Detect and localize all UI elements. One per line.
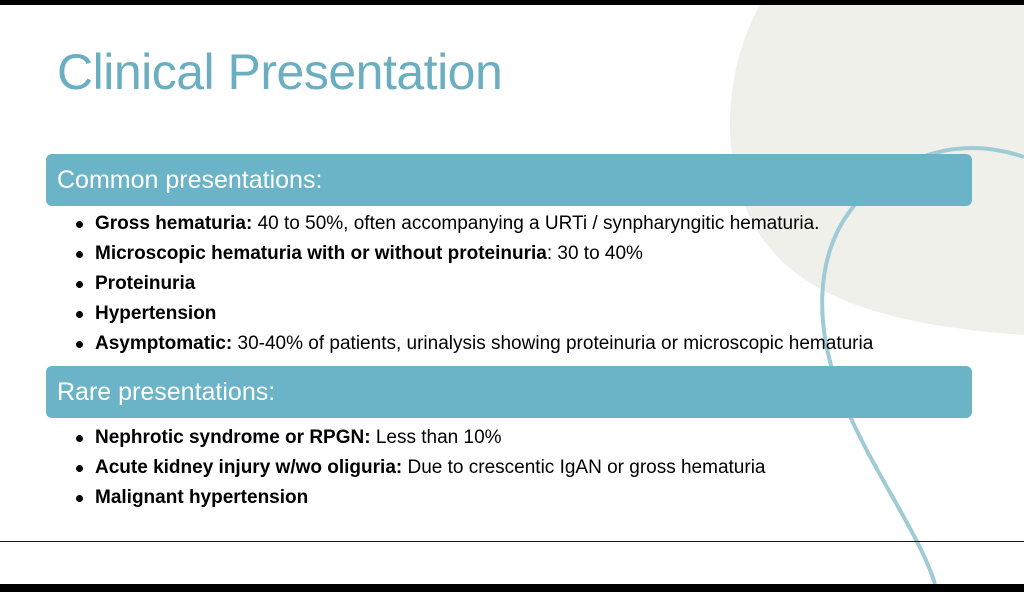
list-item — [74, 239, 974, 269]
common-presentations-heading: Common presentations: — [46, 154, 972, 206]
list-item — [74, 329, 974, 359]
bullet-icon — [76, 251, 83, 258]
item-label: Hypertension — [95, 303, 217, 324]
bullet-icon — [76, 341, 83, 348]
list-item — [74, 269, 974, 299]
item-text: Due to crescentic IgAN or gross hematuria — [402, 457, 766, 478]
rare-presentations-list — [74, 423, 974, 513]
rare-presentations-heading: Rare presentations: — [46, 366, 972, 418]
list-item — [74, 209, 974, 239]
list-item — [74, 453, 974, 483]
item-label: Microscopic hematuria with or without proteinuria — [95, 243, 547, 264]
item-label: Nephrotic syndrome or RPGN: — [95, 427, 371, 448]
bullet-icon — [76, 435, 83, 442]
list-item — [74, 299, 974, 329]
item-label: Acute kidney injury w/wo oliguria: — [95, 457, 403, 478]
slide — [0, 5, 1024, 584]
item-text: Less than 10% — [370, 427, 502, 448]
bullet-icon — [76, 311, 83, 318]
item-label: Asymptomatic: — [95, 333, 233, 354]
bullet-icon — [76, 465, 83, 472]
item-text: 40 to 50%, often accompanying a URTi / synpharyngitic hematuria. — [252, 213, 820, 234]
list-item — [74, 483, 974, 513]
item-text: : 30 to 40% — [546, 243, 643, 264]
item-label: Malignant hypertension — [95, 487, 309, 508]
bullet-icon — [76, 281, 83, 288]
bullet-icon — [76, 495, 83, 502]
bullet-icon — [76, 221, 83, 228]
slide-title: Clinical Presentation — [57, 44, 503, 100]
footer-divider — [0, 541, 1024, 542]
list-item — [74, 423, 974, 453]
common-presentations-list — [74, 209, 974, 359]
item-label: Gross hematuria: — [95, 213, 253, 234]
item-text: 30-40% of patients, urinalysis showing proteinuria or microscopic hematuria — [232, 333, 874, 354]
letterbox-bar — [0, 584, 1024, 592]
item-label: Proteinuria — [95, 273, 196, 294]
